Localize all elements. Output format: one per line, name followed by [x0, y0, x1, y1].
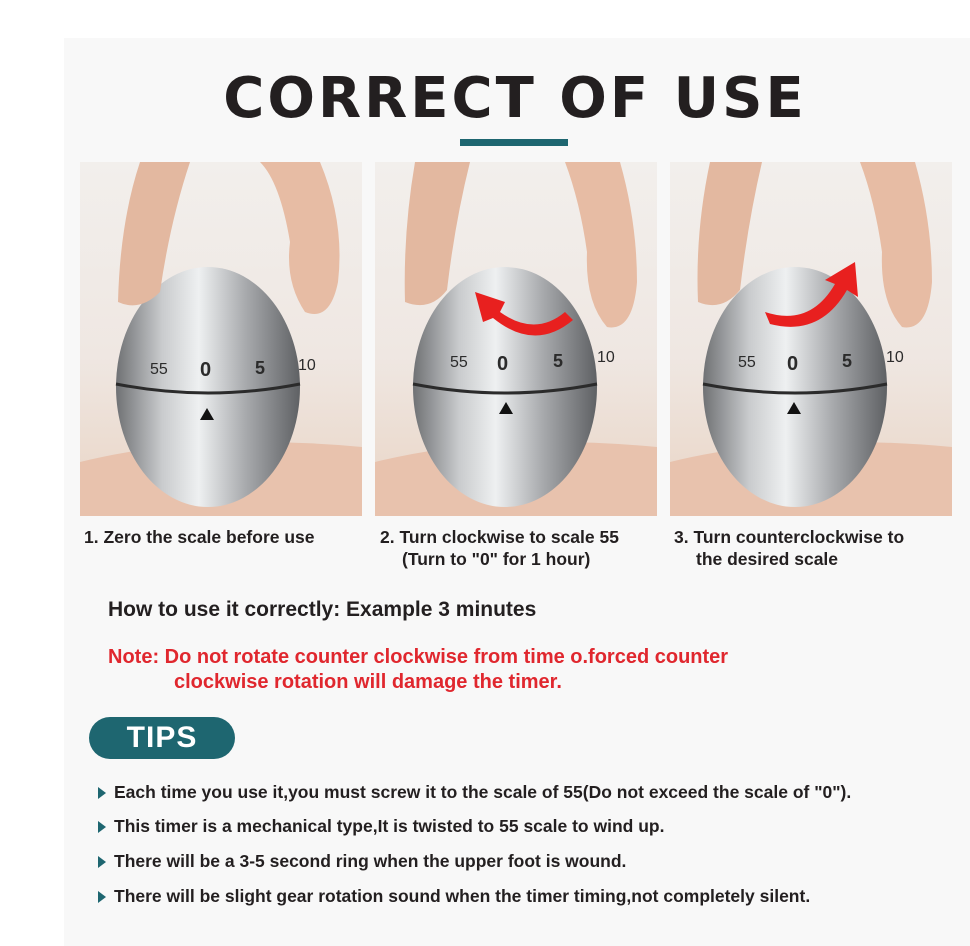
step-3-caption [674, 526, 904, 570]
dial-label-5: 5 [842, 351, 853, 371]
bullet-triangle-icon [98, 821, 106, 833]
dial-label-10: 10 [597, 349, 615, 366]
dial-label-55: 55 [450, 354, 468, 371]
step-3-caption-line1: 3. Turn counterclockwise to [674, 527, 905, 547]
step-1-caption-line1: 1. Zero the scale before use [84, 527, 315, 547]
warning-note-line1: Note: Do not rotate counter clockwise from time o.forced counter [108, 646, 729, 668]
title-underline [460, 139, 568, 146]
step-3-photo [670, 162, 952, 516]
tip-item [98, 816, 664, 837]
tips-badge: TIPS [89, 717, 235, 759]
step-1-photo [80, 162, 362, 516]
tip-text: There will be a 3-5 second ring when the upper foot is wound. [114, 851, 627, 871]
bullet-triangle-icon [98, 787, 106, 799]
tip-item [98, 851, 626, 872]
page-title: CORRECT OF USE [223, 66, 807, 131]
dial-label-10: 10 [298, 357, 316, 374]
dial-label-0: 0 [200, 359, 212, 381]
bullet-triangle-icon [98, 891, 106, 903]
step-2-photo [375, 162, 657, 516]
tip-text: Each time you use it,you must screw it to the scale of 55(Do not exceed the scale of "0"). [114, 782, 852, 802]
bullet-triangle-icon [98, 856, 106, 868]
step-2-caption-line2: (Turn to "0" for 1 hour) [402, 549, 591, 569]
dial-label-55: 55 [738, 354, 756, 371]
tip-text: This timer is a mechanical type,It is twisted to 55 scale to wind up. [114, 816, 665, 836]
warning-note-line2: clockwise rotation will damage the timer. [174, 671, 562, 693]
step-2-caption-line1: 2. Turn clockwise to scale 55 [380, 527, 619, 547]
step-1-caption [84, 526, 315, 548]
dial-label-5: 5 [553, 351, 564, 371]
tip-item [98, 886, 810, 907]
step-2-caption [380, 526, 619, 570]
warning-note [108, 645, 728, 695]
dial-label-0: 0 [787, 353, 799, 375]
dial-label-55: 55 [150, 361, 168, 378]
dial-label-10: 10 [886, 349, 904, 366]
tip-item [98, 782, 851, 803]
dial-label-0: 0 [497, 353, 509, 375]
tip-text: There will be slight gear rotation sound when the timer timing,not completely silent. [114, 886, 811, 906]
step-3-caption-line2: the desired scale [696, 549, 839, 569]
dial-label-5: 5 [255, 358, 266, 378]
howto-heading: How to use it correctly: Example 3 minutes [108, 598, 537, 621]
